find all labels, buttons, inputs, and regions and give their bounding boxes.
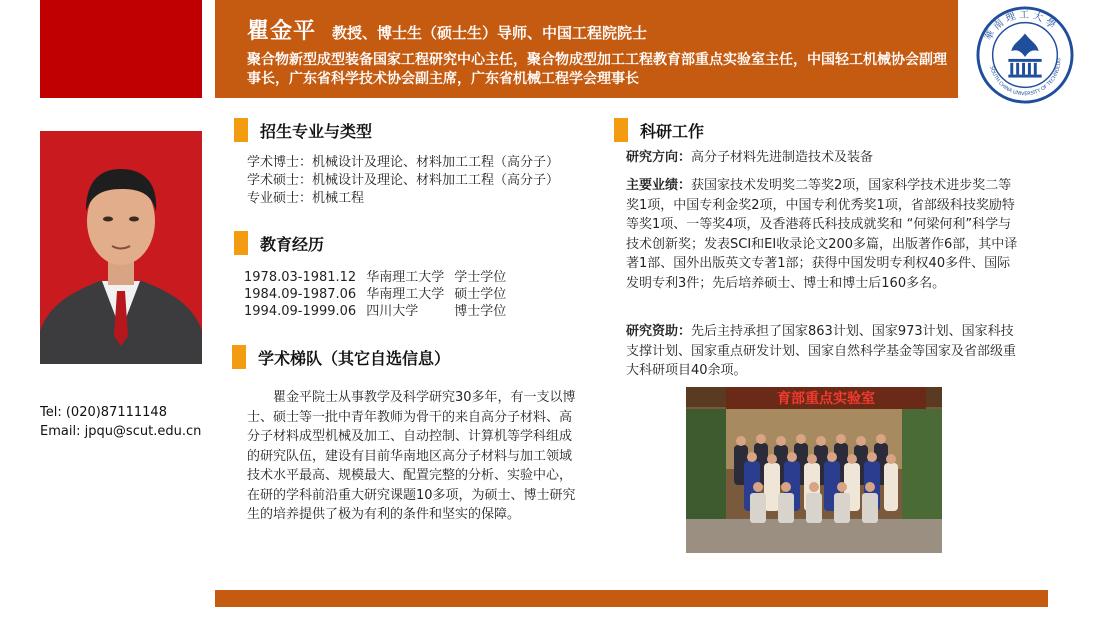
group-photo-banner: 育部重点实验室: [777, 391, 875, 407]
research-direction-value: 高分子材料先进制造技术及装备: [691, 150, 874, 165]
section-team-header: [232, 345, 450, 369]
person-roles: 聚合物新型成型装备国家工程研究中心主任，聚合物成型加工工程教育部重点实验室主任，中国轻工机械协会副理事长，广东省科学技术协会副主席，广东省机械工程学会理事长: [247, 52, 947, 87]
team-description: 瞿金平院士从事教学及科学研究30多年，有一支以博士、硕士等一批中青年教师为骨干的来自高分子材料、高分子材料成型机械及加工、自动控制、计算机等学科组成的研究队伍，建设有目前华南地区高分子材料与加工领域技术水平最高、规模最大、配置完整的分析、实验中心，在研的学科前沿重大研究课题10多项，为硕士、博士研究生的培养提供了极为有利的条件和坚实的保障。: [247, 390, 576, 522]
svg-text:SOUTH CHINA UNIVERSITY OF TECH: SOUTH CHINA UNIVERSITY OF TECHNOLOG: [988, 58, 1063, 98]
research-funding-label: 研究资助：: [626, 324, 692, 339]
education-row: [244, 269, 516, 286]
section-admissions-header: [234, 118, 372, 142]
education-table: [244, 269, 516, 320]
education-degree: 硕士学位: [454, 287, 507, 302]
person-titles: 教授、博士生（硕士生）导师、中国工程院院士: [332, 24, 648, 42]
education-school: 华南理工大学: [366, 287, 445, 302]
education-period: 1994.09-1999.06: [244, 304, 357, 319]
education-degree: 学士学位: [454, 270, 507, 285]
red-decor-block: [40, 0, 202, 98]
section-title: 科研工作: [640, 121, 705, 141]
research-direction-label: 研究方向：: [626, 150, 692, 165]
research-funding-value: 先后主持承担了国家863计划、国家973计划、国家科技支撑计划、国家重点研发计划、国家自然科学基金等国家及省部级重大科研项目40余项。: [626, 324, 1017, 378]
admissions-line: 专业硕士：机械工程: [247, 191, 365, 206]
section-education-header: [234, 231, 324, 255]
name-row: [247, 14, 647, 45]
education-school: 四川大学: [366, 304, 419, 319]
section-marker: [234, 118, 248, 142]
admissions-line: 学术硕士：机械设计及理论、材料加工工程（高分子）: [247, 173, 560, 188]
section-title: 教育经历: [260, 234, 325, 254]
section-title: 学术梯队（其它自选信息）: [258, 348, 451, 368]
research-funding: [626, 322, 1018, 381]
section-marker: [614, 118, 628, 142]
education-period: 1978.03-1981.12: [244, 270, 357, 285]
footer-bar: [215, 590, 1048, 607]
section-title: 招生专业与类型: [260, 121, 373, 141]
education-period: 1984.09-1987.06: [244, 287, 357, 302]
contact-tel: Tel: (020)87111148: [40, 405, 167, 420]
header-band: [215, 0, 958, 98]
education-degree: 博士学位: [454, 304, 507, 319]
contact-info: [40, 403, 201, 441]
education-row: [244, 303, 516, 320]
group-photo: [686, 387, 942, 553]
svg-text:華 南 理 工 大 學: 華 南 理 工 大 學: [983, 9, 1058, 43]
contact-email[interactable]: Email: jpqu@scut.edu.cn: [40, 424, 202, 439]
section-research-header: [614, 118, 704, 142]
section-marker: [234, 231, 248, 255]
person-name: 瞿金平: [247, 19, 317, 44]
section-marker: [232, 345, 246, 369]
portrait-photo: [40, 131, 202, 364]
research-direction: [626, 148, 1018, 168]
university-logo: [976, 6, 1074, 104]
research-achievements: [626, 176, 1018, 293]
research-achievements-value: 获国家技术发明奖二等奖2项，国家科学技术进步奖二等奖1项，中国专利金奖2项，中国专利优秀奖1项，省部级科技奖励特等奖1项、一等奖4项，及香港蒋氏科技成就奖和 “何梁何利”科学与技术创新奖；发表SCI和EI收录论文200多篇，出版著作6部，其中译著1部、国外出版英文专著1部；获得中国发明专利权40多件、国际发明专利3件；先后培养硕士、博士和博士后160多名。: [626, 178, 1018, 291]
education-school: 华南理工大学: [366, 270, 445, 285]
admissions-line: 学术博士：机械设计及理论、材料加工工程（高分子）: [247, 155, 560, 170]
admissions-list: [247, 154, 559, 208]
education-row: [244, 286, 516, 303]
research-achievements-label: 主要业绩：: [626, 178, 692, 193]
